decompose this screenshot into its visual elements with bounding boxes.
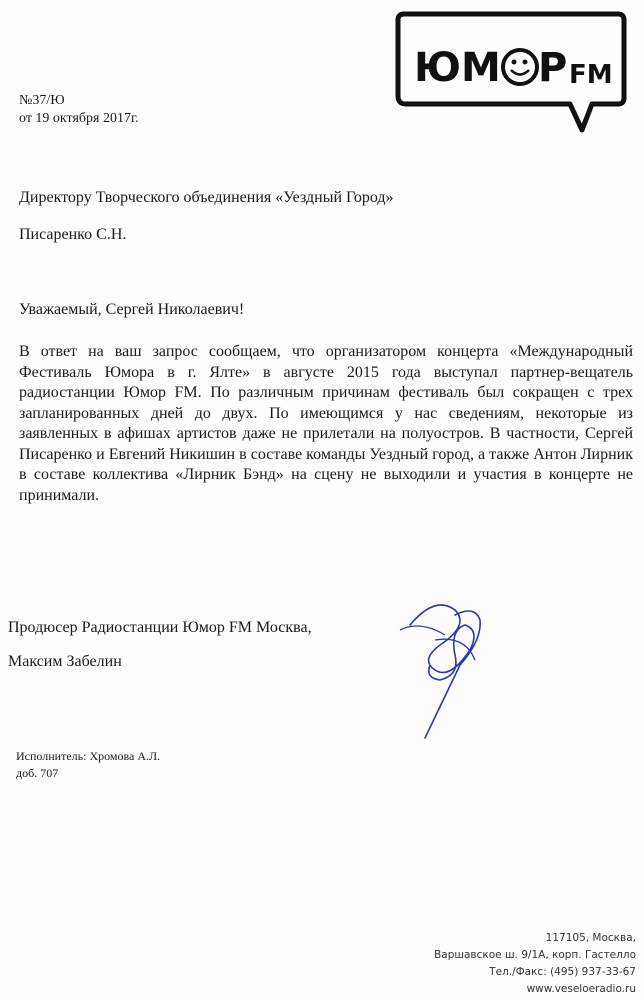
logo-text-yum: ЮМ [414, 45, 501, 91]
executor-name: Исполнитель: Хромова А.Л. [16, 749, 161, 763]
executor-info [16, 748, 160, 782]
speech-bubble-logo-icon [392, 6, 628, 136]
footer-address: Варшавское ш. 9/1А, корп. Гастелло [434, 949, 636, 961]
executor-ext: доб. 707 [16, 766, 59, 780]
addressee-line-2: Писаренко С.Н. [19, 226, 127, 243]
footer-website: www.veseloeradio.ru [526, 983, 636, 995]
logo-text-fm: FM [569, 60, 613, 90]
letter-reference [19, 92, 139, 128]
addressee-line-1: Директору Творческого объединения «Уездный Город» [19, 189, 394, 206]
ref-date: от 19 октября 2017г. [19, 111, 139, 126]
handwritten-signature [380, 590, 520, 740]
salutation: Уважаемый, Сергей Николаевич! [19, 301, 245, 318]
humor-fm-logo [392, 6, 628, 136]
footer-contacts [434, 930, 636, 998]
signer-name: Максим Забелин [8, 653, 122, 670]
smiley-face-icon [503, 50, 537, 84]
signer-role: Продюсер Радиостанции Юмор FM Москва, [8, 619, 312, 636]
ref-number: №37/Ю [19, 93, 65, 108]
footer-phone: Тел./Факс: (495) 937-33-67 [489, 966, 636, 978]
footer-postcode: 117105, Москва, [545, 932, 636, 944]
letter-body: В ответ на ваш запрос сообщаем, что организатором концерта «Международный Фестиваль Юмора в г. Ялте» в августе 2015 года выступал партнер-вещатель радиостанции Юмор FM. По различным причинам фестиваль был сокращен с трех запланированных дней до двух. По имеющимся у нас сведениям, некоторые из заявленных в афишах артистов даже не прилетали на полуостров. В частности, Сергей Писаренко и Евгений Никишин в составе команды Уездный город, а также Антон Лирник в составе коллектива «Лирник Бэнд» на сцену не выходили и участия в концерте не принимали. [19, 343, 633, 504]
logo-text-r: Р [538, 45, 568, 91]
